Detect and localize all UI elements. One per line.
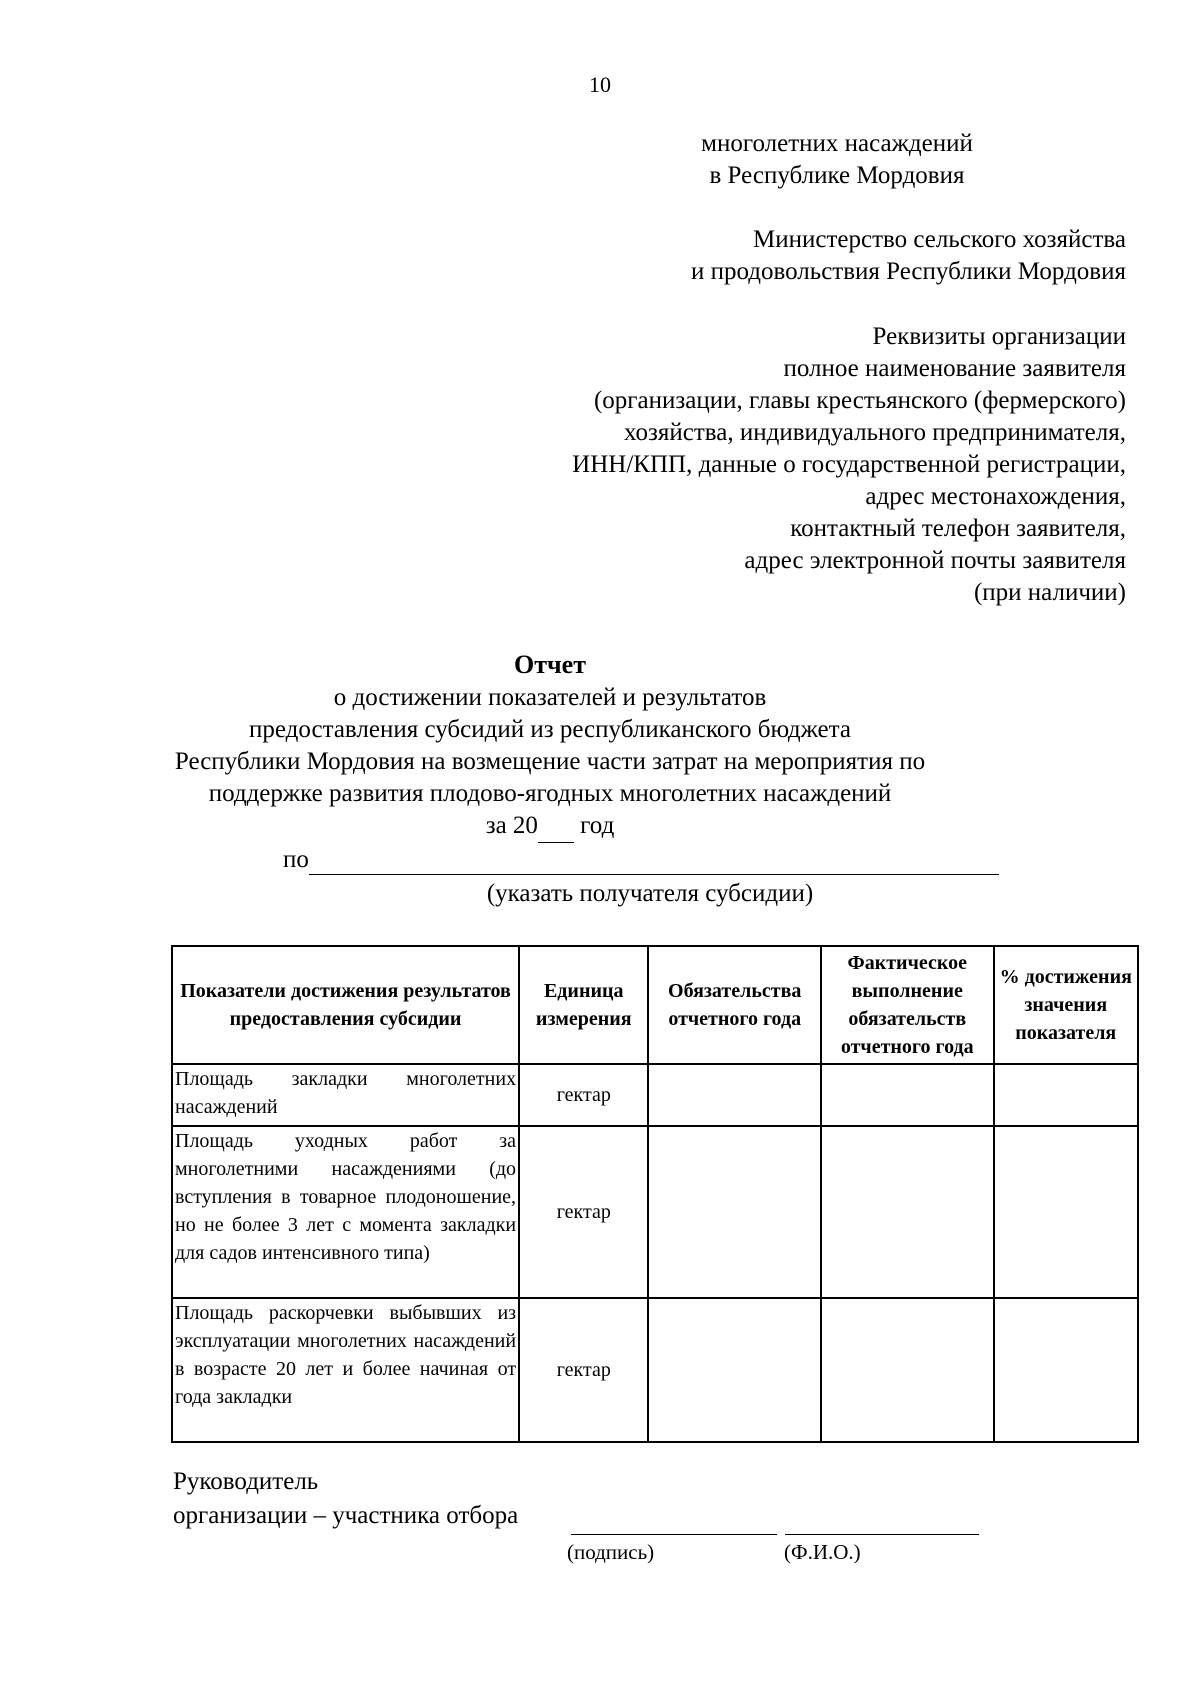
- table-row: [172, 1126, 1138, 1298]
- percent-cell[interactable]: [994, 1064, 1138, 1126]
- requisites-line: Реквизиты организации: [872, 323, 1126, 350]
- percent-cell[interactable]: [994, 1298, 1138, 1442]
- unit-cell: гектар: [519, 1126, 648, 1298]
- percent-cell[interactable]: [994, 1126, 1138, 1298]
- obligations-cell[interactable]: [648, 1298, 821, 1442]
- header-unit: Единица измерения: [519, 946, 648, 1064]
- report-subtitle-line: предоставления субсидий из республиканского бюджета: [249, 716, 851, 743]
- requisites-line: ИНН/КПП, данные о государственной регистрации,: [572, 451, 1126, 478]
- unit-cell: гектар: [519, 1064, 648, 1126]
- table-row: [172, 1064, 1138, 1126]
- obligations-cell[interactable]: [648, 1064, 821, 1126]
- requisites-line: контактный телефон заявителя,: [790, 515, 1126, 542]
- addressee-line: Министерство сельского хозяйства: [752, 226, 1126, 253]
- appendix-line: многолетних насаждений: [701, 130, 973, 157]
- report-year-line: [0, 810, 1150, 843]
- requisites-line: хозяйства, индивидуального предпринимателя,: [623, 419, 1126, 446]
- name-caption: (Ф.И.О.): [784, 1540, 861, 1564]
- requisites-line: (организации, главы крестьянского (фермерского): [593, 387, 1126, 414]
- name-blank-field[interactable]: [785, 1506, 979, 1535]
- requisites-line: полное наименование заявителя: [783, 355, 1126, 382]
- actual-cell[interactable]: [821, 1126, 994, 1298]
- indicator-cell: Площадь уходных работ за многолетними насаждениями (до вступления в товарное плодоношение, но не более 3 лет с момента закладки для садов интенсивного типа): [172, 1126, 519, 1298]
- signature-blank-field[interactable]: [571, 1506, 777, 1535]
- recipient-line: [283, 846, 999, 875]
- signature-caption: (подпись): [567, 1540, 655, 1564]
- unit-cell: гектар: [519, 1298, 648, 1442]
- year-suffix: год: [580, 812, 615, 839]
- recipient-blank-field[interactable]: [309, 846, 999, 875]
- actual-cell[interactable]: [821, 1298, 994, 1442]
- table-header-row: [172, 946, 1138, 1064]
- report-title-block: [0, 648, 1150, 843]
- report-title: Отчет: [514, 650, 586, 679]
- header-actual: Фактическое выполнение обязательств отчетного года: [821, 946, 994, 1064]
- recipient-prefix: по: [283, 846, 309, 873]
- signature-org-line: организации – участника отбора: [173, 1502, 519, 1529]
- table-row: [172, 1298, 1138, 1442]
- indicator-cell: Площадь закладки многолетних насаждений: [172, 1064, 519, 1126]
- year-blank-field[interactable]: [538, 810, 574, 843]
- year-prefix: за 20: [485, 812, 538, 839]
- header-indicators: Показатели достижения результатов предоставления субсидии: [172, 946, 519, 1064]
- report-subtitle-line: Республики Мордовия на возмещение части затрат на мероприятия по: [174, 748, 926, 775]
- requisites-line: (при наличии): [973, 579, 1126, 606]
- addressee-line: и продовольствия Республики Мордовия: [691, 258, 1126, 285]
- report-table: [171, 945, 1139, 1443]
- report-subtitle-line: о достижении показателей и результатов: [333, 684, 767, 711]
- header-obligations: Обязательства отчетного года: [648, 946, 821, 1064]
- actual-cell[interactable]: [821, 1064, 994, 1126]
- report-subtitle-line: поддержке развития плодово-ягодных многолетних насаждений: [208, 780, 892, 807]
- addressee-block: [0, 224, 1126, 288]
- requisites-line: адрес местонахождения,: [865, 483, 1126, 510]
- signature-role-line: Руководитель: [173, 1468, 319, 1495]
- page-number: 10: [589, 72, 611, 97]
- requisites-line: адрес электронной почты заявителя: [744, 547, 1126, 574]
- obligations-cell[interactable]: [648, 1126, 821, 1298]
- appendix-line: в Республике Мордовия: [709, 162, 965, 189]
- requisites-block: [0, 321, 1126, 609]
- recipient-caption: (указать получателя субсидии): [486, 880, 814, 907]
- indicator-cell: Площадь раскорчевки выбывших из эксплуатации многолетних насаждений в возрасте 20 лет и более начиная от года закладки: [172, 1298, 519, 1442]
- header-percent: % достижения значения показателя: [994, 946, 1138, 1064]
